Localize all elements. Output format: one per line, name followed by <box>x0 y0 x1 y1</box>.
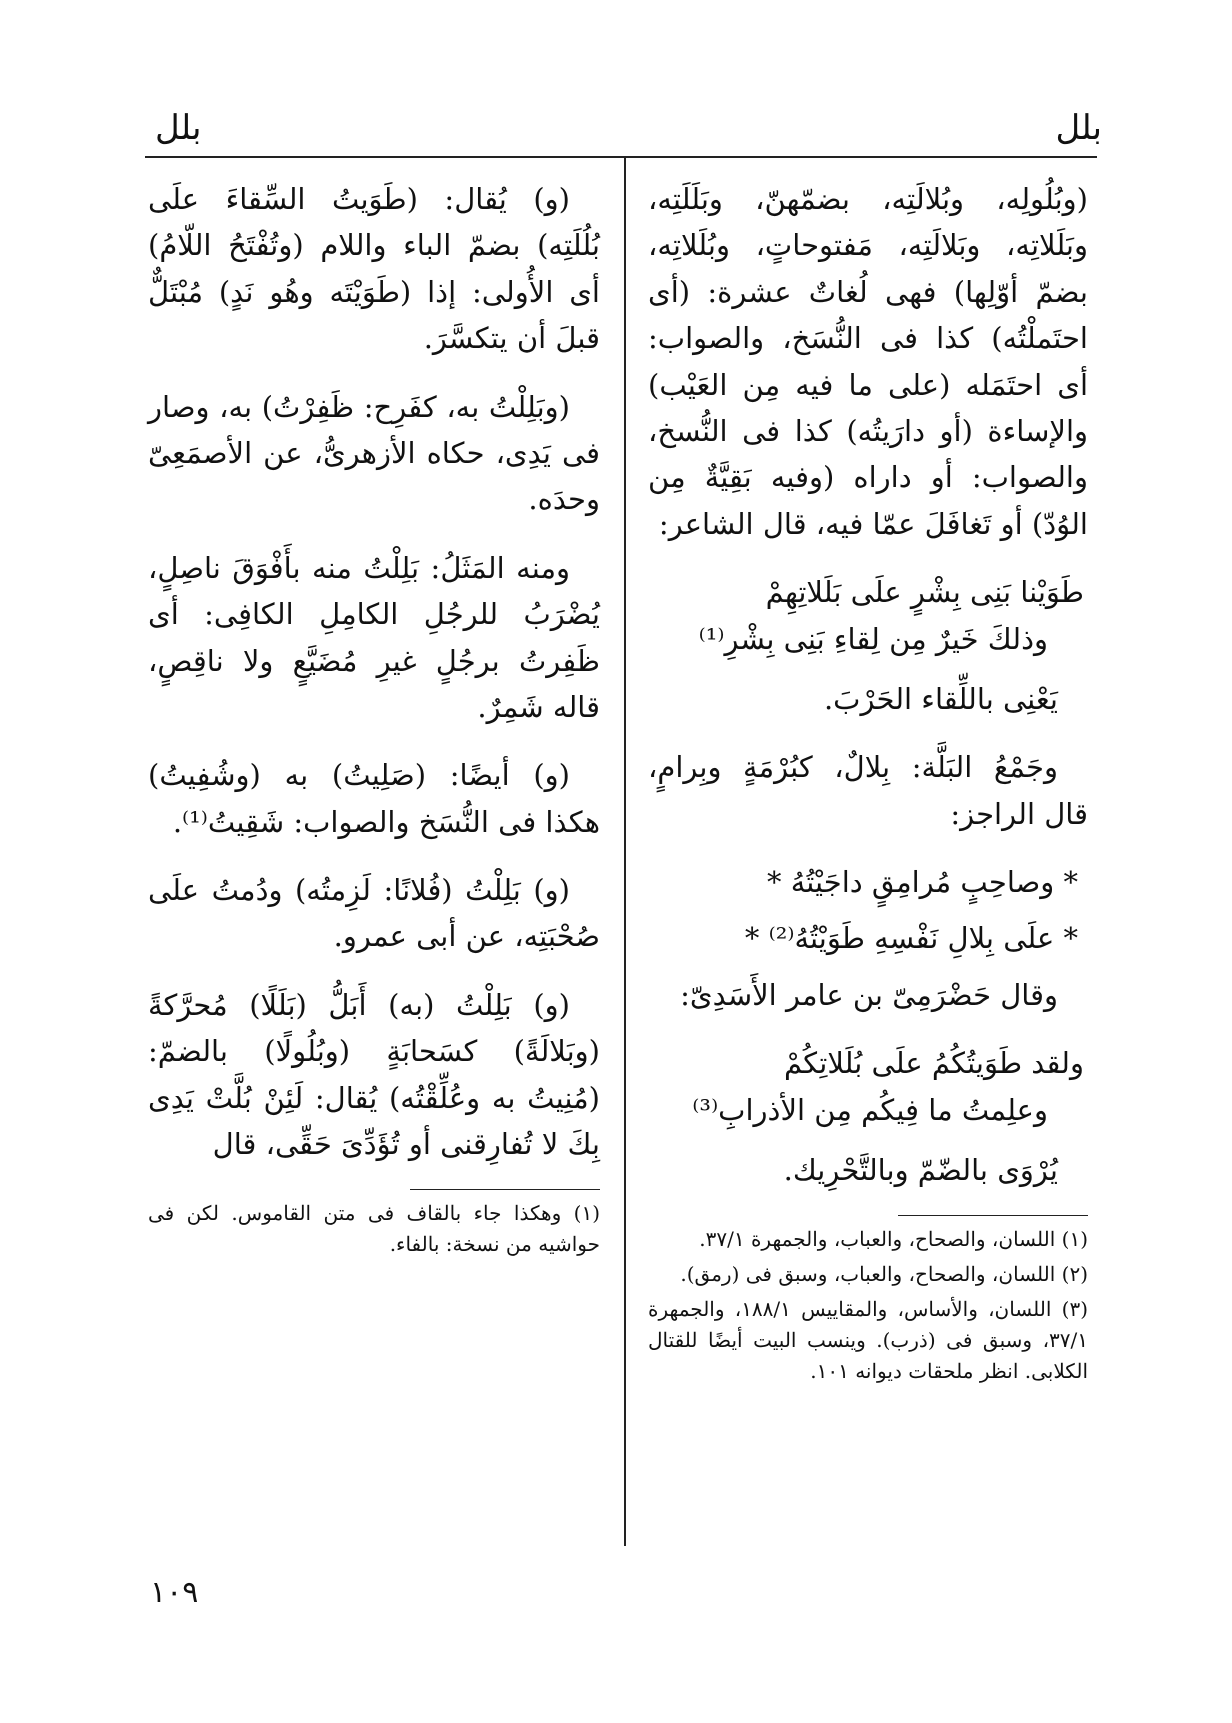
left-footnotes <box>148 1198 600 1260</box>
footnote: (٣) اللسان، والأساس، والمقاييس ١٨٨/١، والجمهرة ٣٧/١، وسبق فى (ذرب). وينسب البيت أيضًا للقتال الكلابى. انظر ملحقات ديوانه ١٠١. <box>648 1297 1088 1384</box>
footnote-rule-right <box>898 1215 1088 1216</box>
verse-1-hemistich-2: وذلكَ خَيرٌ مِن لِقاءِ بَنِى بِشْرِ⁽¹⁾ <box>698 621 1048 656</box>
right-column <box>648 176 1088 1391</box>
right-paragraph-3: وجَمْعُ البَلَّة: بِلالٌ، كبُرْمَةٍ وبِرامٍ، قال الراجز: <box>648 750 1088 831</box>
footnote-rule-left <box>410 1189 600 1190</box>
left-paragraph-4: (و) أيضًا: (صَلِيتُ) به (وشُفِيتُ) هكذا فى النُّسَخ والصواب: شَقِيتُ⁽¹⁾. <box>148 758 600 839</box>
running-header-left: بلل <box>155 108 202 148</box>
running-header-right: بلل <box>1055 108 1102 148</box>
verse-2 <box>648 1040 1088 1133</box>
header-rule <box>145 156 1097 158</box>
footnote: (٢) اللسان، والصحاح، والعباب، وسبق فى (رمق). <box>680 1262 1088 1287</box>
left-paragraph-6: (و) بَلِلْتُ (به) أَبَلُّ (بَلَلًا) مُحرَّكةً (وبَلالَةً) كسَحابَةٍ (وبُلُولًا) بالضمّ: (مُنِيتُ به وعُلِّقْتُه) يُقال: لَئِنْ بُلَّتْ يَدِى بِكَ لا تُفارِقنى أو تُؤَدِّىَ حَقِّى، قال <box>148 987 600 1162</box>
column-divider <box>624 158 626 1546</box>
footnote: (١) اللسان، والصحاح، والعباب، والجمهرة ٣٧/١. <box>699 1227 1088 1252</box>
left-paragraph-3: ومنه المَثَلُ: بَلِلْتُ منه بأَفْوَقَ ناصِلٍ، يُضْرَبُ للرجُلِ الكامِلِ الكافِى: أى ظَفِرتُ برجُلٍ غيرِ مُضَيَّعٍ ولا ناقِصٍ، قاله شَمِرٌ. <box>148 550 600 724</box>
left-column <box>148 176 600 1264</box>
right-paragraph-5: يُرْوَى بالضّمّ وبالتَّحْرِيك. <box>783 1153 1058 1188</box>
verse-1 <box>648 569 1088 662</box>
verse-1-hemistich-1: طَوَيْنا بَنِى بِشْرٍ علَى بَلَلاتِهِمْ <box>765 575 1084 610</box>
left-paragraph-2: (وبَلِلْتُ به، كفَرِح: ظَفِرْتُ) به، وصار فى يَدِى، حكاه الأزهرىُّ، عن الأصمَعِىّ وحدَه. <box>148 389 600 517</box>
verse-2-hemistich-1: ولقد طَوَيتُكُمُ علَى بُلَلاتِكُمْ <box>783 1046 1084 1081</box>
right-paragraph-4: وقال حَضْرَمِىّ بن عامر الأَسَدِىّ: <box>680 977 1058 1012</box>
rajaz-line-1: * وصاحِبٍ مُرامِقٍ داجَيْتُهُ * <box>767 865 1078 900</box>
right-paragraph-1: (وبُلُولِه، وبُلالَتِه، بضمّهنّ، وبَلَلَتِه، وبَلَلاتِه، وبَلالَتِه، مَفتوحاتٍ، وبُلَلاتِه، بضمّ أوّلِها) فهى لُغاتٌ عشرة: (أى احتَملْتُه) كذا فى النُّسَخ، والصواب: أى احتَمَله (على ما فيه مِن العَيْب) والإساءة (أو دارَيتُه) كذا فى النُّسخ، والصواب: أو داراه (وفيه بَقِيَّةٌ مِن الوُدّ) أو تَغافَلَ عمّا فيه، قال الشاعر: <box>648 182 1088 541</box>
left-paragraph-1: (و) يُقال: (طَوَيتُ السِّقاءَ علَى بُلُلَتِه) بضمّ الباء واللام (وتُفْتَحُ اللّامُ) أى الأُولى: إذا (طَوَيْتَه وهُو نَدٍ) مُبْتَلٌّ قبلَ أن يتكسَّرَ. <box>148 182 600 356</box>
verse-2-hemistich-2: وعلِمتُ ما فِيكُم مِن الأذرابِ⁽³⁾ <box>692 1092 1048 1127</box>
rajaz-line-2: * علَى بِلالِ نَفْسِهِ طَوَيْتُهُ⁽²⁾ * <box>744 921 1078 956</box>
left-paragraph-5: (و) بَلِلْتُ (فُلانًا: لَزِمتُه) ودُمتُ علَى صُحْبَتِه، عن أبى عمرو. <box>148 873 600 954</box>
right-paragraph-2: يَعْنِى باللِّقاء الحَرْبَ. <box>823 681 1058 716</box>
right-footnotes <box>648 1224 1088 1387</box>
page-number: ١٠٩ <box>150 1575 199 1610</box>
footnote: (١) وهكذا جاء بالقاف فى متن القاموس. لكن فى حواشيه من نسخة: بالفاء. <box>148 1201 600 1257</box>
